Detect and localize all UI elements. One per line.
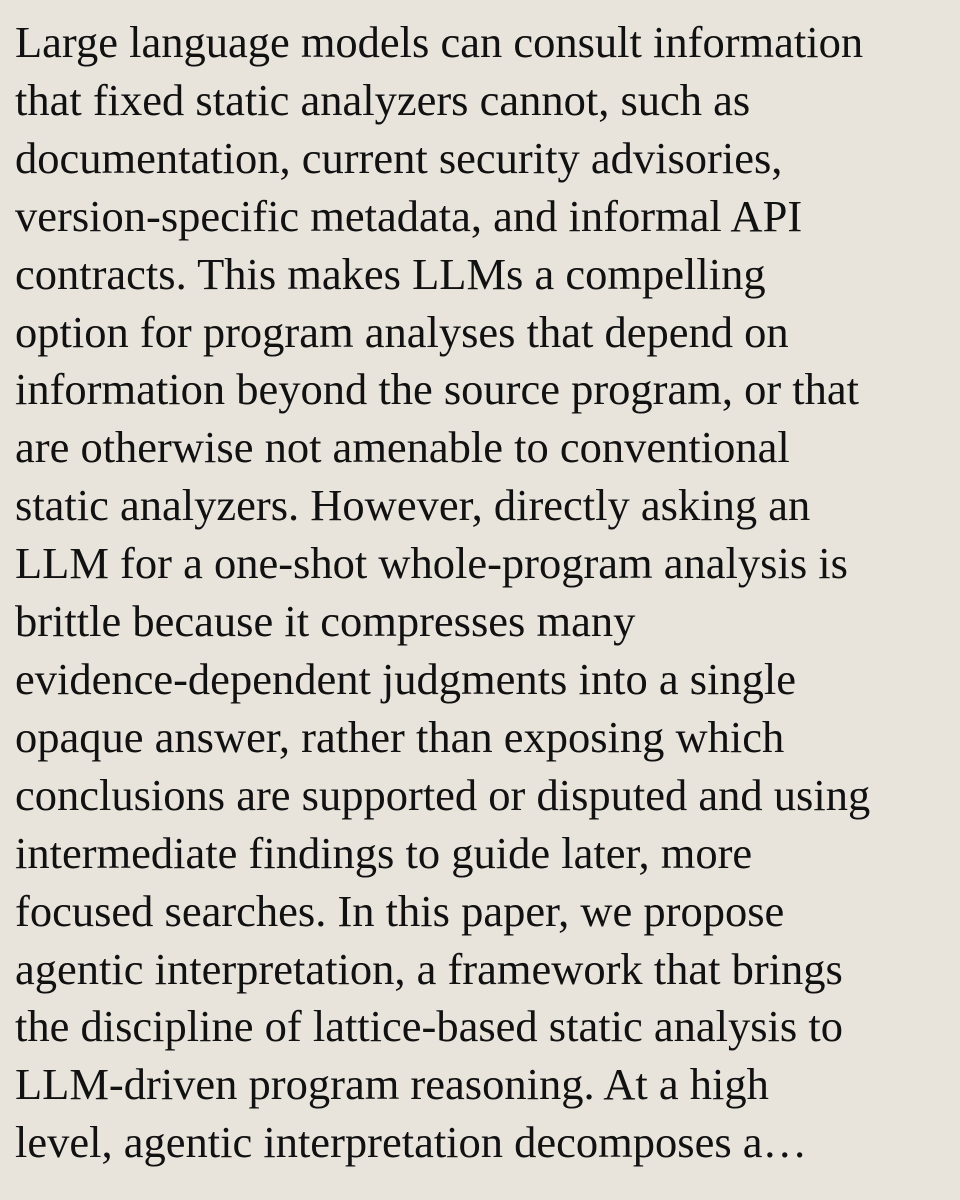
text-line: intermediate findings to guide later, more <box>15 827 753 878</box>
abstract-paragraph <box>15 14 950 1172</box>
text-line: evidence-dependent judgments into a single <box>15 653 796 704</box>
text-line: conclusions are supported or disputed and using <box>15 769 871 820</box>
text-line: level, agentic interpretation decomposes a… <box>15 1117 808 1168</box>
text-line: focused searches. In this paper, we propose <box>15 885 785 936</box>
text-line: opaque answer, rather than exposing which <box>15 711 785 762</box>
text-line: LLM for a one-shot whole-program analysis is <box>15 538 848 589</box>
text-line: the discipline of lattice-based static analysis to <box>15 1001 843 1052</box>
text-line: contracts. This makes LLMs a compelling <box>15 248 766 299</box>
text-line: agentic interpretation, a framework that brings <box>15 943 843 994</box>
text-line: option for program analyses that depend on <box>15 306 789 357</box>
text-line: that fixed static analyzers cannot, such as <box>15 74 751 125</box>
text-line: LLM-driven program reasoning. At a high <box>15 1059 769 1110</box>
text-line: Large language models can consult information <box>15 17 864 67</box>
text-line: are otherwise not amenable to conventional <box>15 422 790 473</box>
text-line: version-specific metadata, and informal API <box>15 190 803 241</box>
text-line: documentation, current security advisories, <box>15 132 783 183</box>
text-line: information beyond the source program, or that <box>15 364 860 415</box>
text-line: brittle because it compresses many <box>15 596 636 647</box>
text-line: static analyzers. However, directly asking an <box>15 480 811 531</box>
